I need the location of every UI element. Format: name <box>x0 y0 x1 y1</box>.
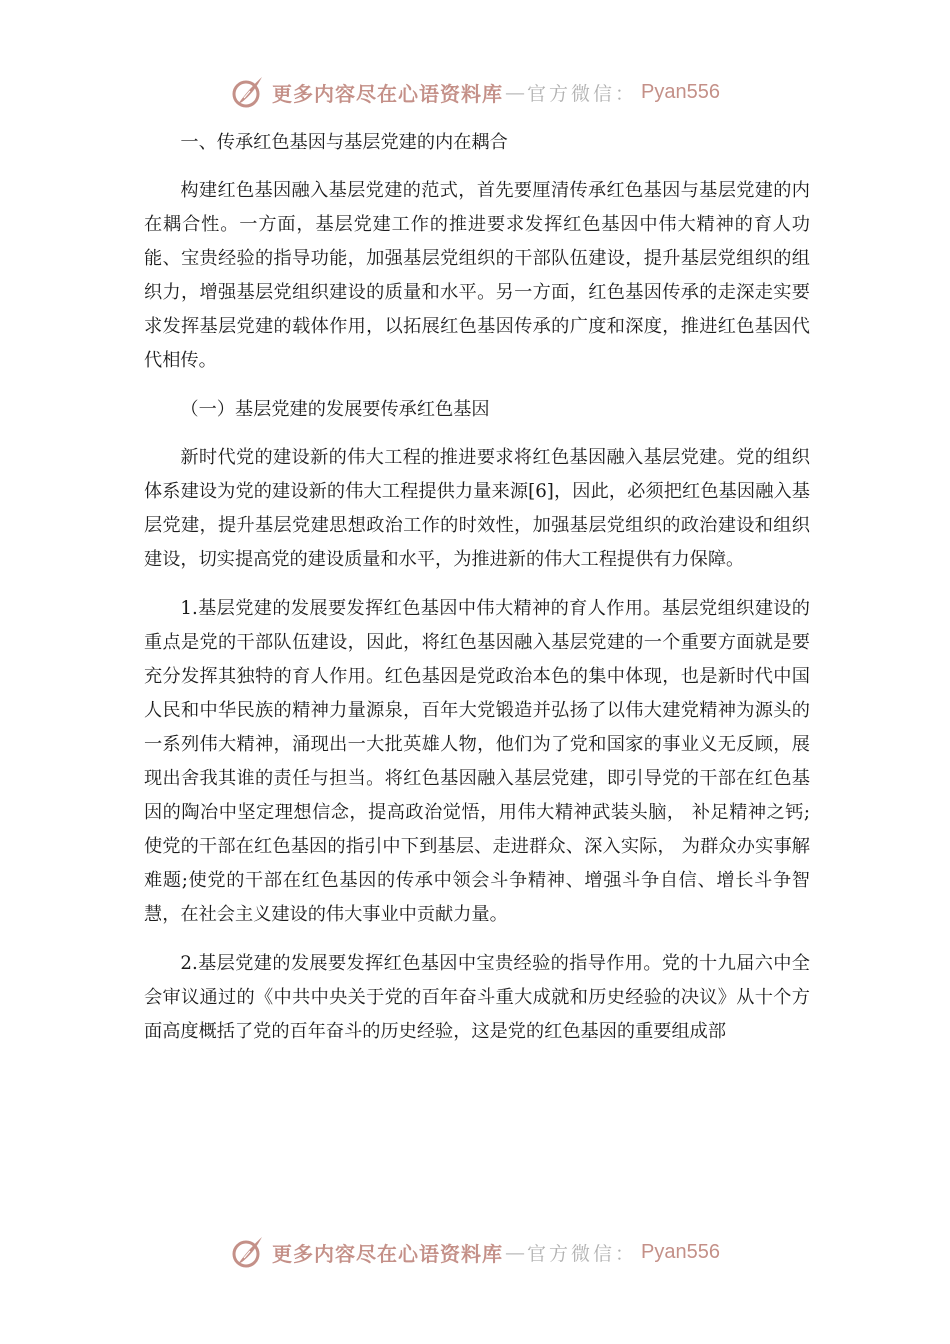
watermark-main-text: 更多内容尽在心语资料库 <box>272 81 503 106</box>
watermark-main-text: 更多内容尽在心语资料库 <box>272 1241 503 1266</box>
subsection-heading: （一）基层党建的发展要传承红色基因 <box>180 399 490 420</box>
intro-paragraph: 构建红色基因融入基层党建的范式，首先要厘清传承红色基因与基层党建的内在耦合性。一方面，基层党建工作的推进要求发挥红色基因中伟大精神的育人功能、宝贵经验的指导功能，加强基层党组织的干部队伍建设，提升基层党组织的组织力，增强基层党组织建设的质量和水平。另一方面，红色基因传承的走深走实要求发挥基层党建的载体作用，以拓展红色基因传承的广度和深度，推进红色基因代代相传。 <box>144 180 810 371</box>
watermark-dash: — <box>505 80 525 104</box>
section-heading: 一、传承红色基因与基层党建的内在耦合 <box>180 132 508 153</box>
watermark-wechat-id: Pyan556 <box>641 1240 720 1263</box>
feather-pen-in-circle-icon <box>230 74 266 110</box>
point-2-paragraph: 2.基层党建的发展要发挥红色基因中宝贵经验的指导作用。党的十九届六中全会审议通过的《中共中央关于党的百年奋斗重大成就和历史经验的决议》从十个方面高度概括了党的百年奋斗的历史经验，这是党的红色基因的重要组成部 <box>144 953 810 1042</box>
document-body <box>144 126 810 1064</box>
watermark-label: 官方微信： <box>527 82 638 105</box>
watermark-banner-top <box>0 72 950 112</box>
feather-pen-in-circle-icon <box>230 1234 266 1270</box>
watermark-label: 官方微信： <box>527 1242 638 1265</box>
watermark-dash: — <box>505 1240 525 1264</box>
watermark-wechat-id: Pyan556 <box>641 80 720 103</box>
subsection-paragraph: 新时代党的建设新的伟大工程的推进要求将红色基因融入基层党建。党的组织体系建设为党的建设新的伟大工程提供力量来源[6]，因此，必须把红色基因融入基层党建，提升基层党建思想政治工作的时效性，加强基层党组织的政治建设和组织建设，切实提高党的建设质量和水平，为推进新的伟大工程提供有力保障。 <box>144 447 810 570</box>
point-1-paragraph: 1.基层党建的发展要发挥红色基因中伟大精神的育人作用。基层党组织建设的重点是党的干部队伍建设，因此，将红色基因融入基层党建的一个重要方面就是要充分发挥其独特的育人作用。红色基因是党政治本色的集中体现，也是新时代中国人民和中华民族的精神力量源泉，百年大党锻造并弘扬了以伟大建党精神为源头的一系列伟大精神，涌现出一大批英雄人物，他们为了党和国家的事业义无反顾，展现出舍我其谁的责任与担当。将红色基因融入基层党建，即引导党的干部在红色基因的陶冶中坚定理想信念，提高政治觉悟，用伟大精神武装头脑， 补足精神之钙;使党的干部在红色基因的指引中下到基层、走进群众、深入实际， 为群众办实事解难题;使党的干部在红色基因的传承中领会斗争精神、增强斗争自信、增长斗争智慧，在社会主义建设的伟大事业中贡献力量。 <box>144 598 810 925</box>
watermark-banner-bottom <box>0 1232 950 1272</box>
